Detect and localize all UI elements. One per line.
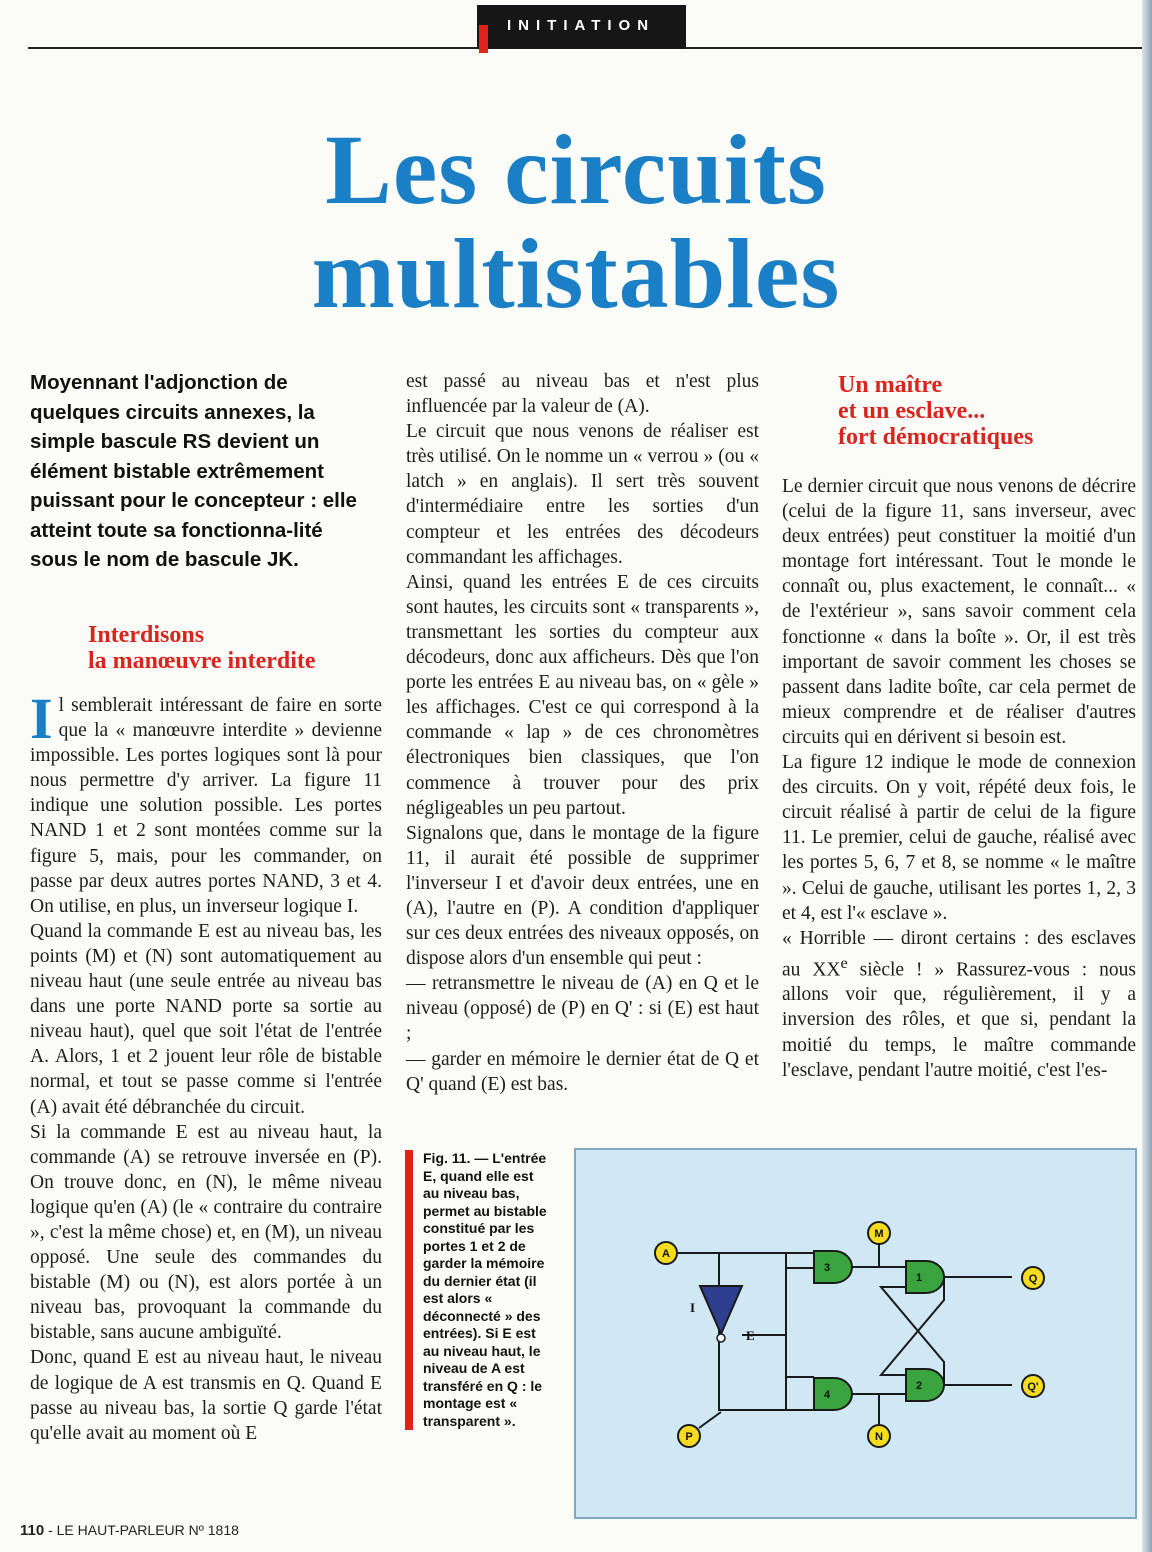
paragraph: La figure 12 indique le mode de connexion des circuits. On y voit, répété deux fois, le circuit réalisé à partir de celui de la figure 11. Le premier, celui de gauche, réalisé avec les portes 5, 6, 7 et 8, se nomme « le maître ». Celui de gauche, utilisant les portes 1, 2, 3 et 4, est l'« esclave ». <box>782 752 1136 924</box>
paragraph: Le dernier circuit que nous venons de décrire (celui de la figure 11, sans inverseur, avec deux entrées) peut constituer la moitié d'un montage fort intéressant. Tout le monde le connaît ou, plus exactement, le connaît... « de l'extérieur », sans savoir comment cela fonctionne « dans la boîte ». Or, il est très important de savoir comment les choses se passent dans ladite boîte, car cela permet de mieux comprendre et de réaliser d'autres circuits qui en dérivent si besoin est. <box>782 476 1136 748</box>
figure-caption: Fig. 11. — L'entrée E, quand elle est au niveau bas, permet au bistable constitué par les portes 1 et 2 de garder la mémoire du dernier état (il est alors « déconnecté » des entrées). Si E est au niveau haut, le niveau de A est transféré en Q : le montage est « transparent ». <box>405 1150 553 1430</box>
label-i: I <box>690 1300 696 1315</box>
label-a: A <box>662 1248 670 1260</box>
nand-gate-2 <box>906 1369 944 1401</box>
wire-p <box>699 1412 721 1428</box>
latch-circuit <box>576 1150 1135 1517</box>
title-line-1: Les circuits <box>325 114 827 225</box>
nand-gate-1 <box>906 1261 944 1293</box>
rubric-red-mark <box>479 25 488 53</box>
section-heading-2: Un maître et un esclave... fort démocratiques <box>838 372 1034 450</box>
column-2 <box>406 369 759 1097</box>
page-footer <box>20 1522 239 1539</box>
drop-cap: I <box>30 686 53 751</box>
paragraph: Si la commande E est au niveau haut, la commande (A) se retrouve inversée en (P). On trouve donc, en (N), le même niveau logique qu'en (A) (le « contraire du contraire », c'est la même chose) et, en (M), un niveau opposé. Une seule des commandes du bistable (M) ou (N), est alors portée à un niveau bas, provoquant la commande du bistable, sans aucune ambiguïté. <box>30 1121 382 1344</box>
publication-name: - LE HAUT-PARLEUR Nº 1818 <box>44 1522 239 1538</box>
gate-label-3: 3 <box>824 1262 831 1274</box>
paragraph: Quand la commande E est au niveau bas, les points (M) et (N) sont automatiquement au niveau haut (une seule entrée au niveau bas dans une porte NAND porte sa sortie au niveau haut), quel que soit l'état de l'entrée A. Alors, 1 et 2 jouent leur rôle de bistable normal, et tout se passe comme si l'entrée (A) avait été débranchée du circuit. <box>30 920 382 1118</box>
wire-a-to-4 <box>719 1253 814 1410</box>
page-number: 110 <box>20 1522 45 1539</box>
paragraph: est passé au niveau bas et n'est plus influencée par la valeur de (A). <box>406 371 759 418</box>
paragraph: l semblerait intéressant de faire en sorte que la « manœuvre interdite » devienne impossible. Les portes logiques sont là pour nous permettre d'y arriver. La figure 11 indique une solution possible. Les portes NAND 1 et 2 sont montées comme sur la figure 5, mais, pour les commander, on passe par deux autres portes NAND, 3 et 4. On utilise, en plus, un inverseur logique I. <box>30 695 382 917</box>
wire-e-to-4 <box>786 1377 814 1410</box>
wire-a-to-3 <box>786 1253 814 1268</box>
title-line-2: multistables <box>311 218 841 329</box>
page-edge-shadow <box>1142 0 1152 1552</box>
column-3 <box>782 474 1136 1083</box>
paragraph: Signalons que, dans le montage de la figure 11, il aurait été possible de supprimer l'inverseur I et d'avoir deux entrées, une en (A), l'autre en (P). A condition d'appliquer sur ces deux entrées des niveaux opposés, on dispose alors d'un ensemble qui peut : <box>406 822 759 970</box>
gate-label-2: 2 <box>916 1380 923 1392</box>
paragraph: Le circuit que nous venons de réaliser est très utilisé. On le nomme un « verrou » (ou « latch » en anglais). Il sert très souvent d'intermédiaire entre les sorties d'un compteur et les entrées des décodeurs commandant les affichages. <box>406 421 759 568</box>
figure-11-diagram <box>574 1148 1137 1519</box>
label-qp: Q' <box>1027 1381 1039 1393</box>
inverter-triangle <box>700 1286 742 1334</box>
inverter-i <box>700 1286 742 1342</box>
label-p: P <box>685 1431 693 1443</box>
nand-gate-4 <box>814 1378 852 1410</box>
nand-gates <box>814 1251 944 1410</box>
inverter-bubble <box>717 1334 725 1342</box>
article-title <box>0 114 1152 329</box>
label-m: M <box>874 1228 884 1240</box>
paragraph: « Horrible — diront certains : des esclaves au XXe siècle ! » Rassurez-vous : nous allons voir que, régulièrement, il y a inversion des rôles, et que si, pendant la moitié du temps, le maître commande l'esclave, pendant l'autre moitié, c'est l'es- <box>782 927 1136 1081</box>
label-q: Q <box>1028 1273 1038 1285</box>
label-n: N <box>875 1431 883 1443</box>
label-e: E <box>746 1328 755 1343</box>
nand-gate-3 <box>814 1251 852 1283</box>
column-1 <box>30 686 382 1446</box>
gate-label-4: 4 <box>824 1389 831 1401</box>
rubric-banner <box>477 5 686 49</box>
lead-paragraph: Moyennant l'adjonction de quelques circuits annexes, la simple bascule RS devient un élément bistable extrêmement puissant pour le concepteur : elle atteint toute sa fonctionna-lité sous le nom de bascule JK. <box>30 371 357 571</box>
paragraph: Donc, quand E est au niveau haut, le niveau de logique de A est transmis en Q. Quand E passe au niveau bas, la sortie Q garde l'état qu'elle avait au moment où E <box>30 1347 382 1444</box>
paragraph: Ainsi, quand les entrées E de ces circuits sont hautes, les circuits sont « transparents », transmettant les sorties du compteur aux décodeurs, donc aux afficheurs. Dès que l'on porte les entrées E au niveau bas, on « gèle » les affichages. C'est ce qui correspond à la commande « lap » de ces chronomètres électroniques bien classiques, que l'on commence à trouver pour des prix négligeables un peu partout. <box>406 571 759 819</box>
paragraph: — garder en mémoire le dernier état de Q et Q' quand (E) est bas. <box>406 1048 759 1095</box>
gate-label-1: 1 <box>916 1272 923 1284</box>
rubric-label: INITIATION <box>507 17 656 34</box>
paragraph: — retransmettre le niveau de (A) en Q et le niveau (opposé) de (P) en Q' : si (E) est haut ; <box>406 973 759 1045</box>
nodes <box>655 1222 1044 1447</box>
section-heading-1: Interdisons la manœuvre interdite <box>88 622 316 674</box>
